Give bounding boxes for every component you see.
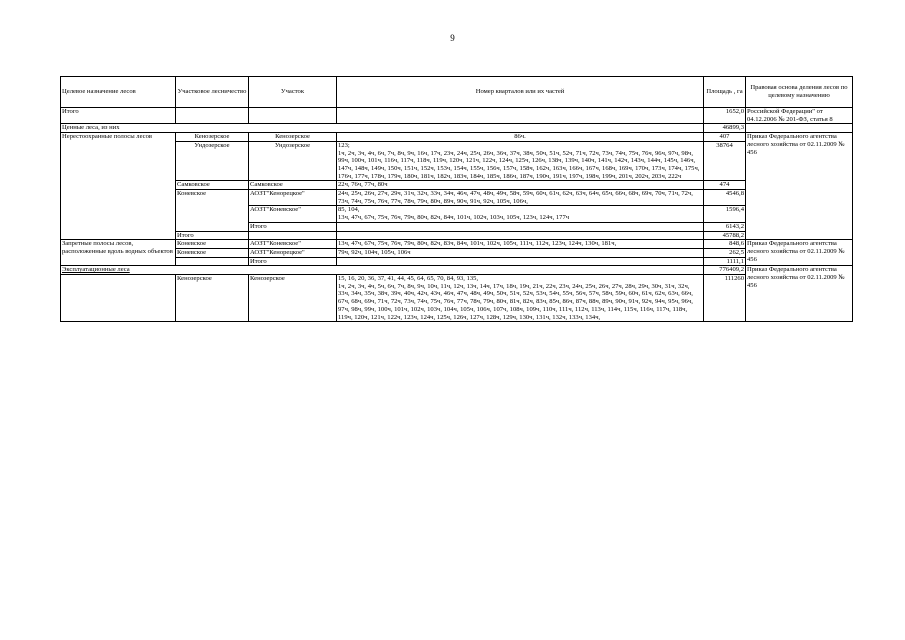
- cell-basis: Российской Федерации" от 04.12.2006 № 201-ФЗ, статья 8: [746, 108, 853, 124]
- table-header-row: [61, 77, 853, 108]
- cell-quarters: 13ч, 47ч, 67ч, 75ч, 76ч, 79ч, 80ч, 82ч, 83ч, 84ч, 101ч, 102ч, 105ч, 111ч, 112ч, 123ч, 124ч, 130ч, 181ч,: [337, 240, 704, 249]
- header-district: Участковое лесничество: [176, 77, 249, 108]
- cell-area: 407: [704, 133, 746, 142]
- cell-district: Ундозерское: [176, 141, 249, 181]
- table-row: [61, 124, 853, 133]
- cell-district: Коневское: [176, 190, 249, 232]
- header-site: Участок: [249, 77, 337, 108]
- cell-site: Ундозерское: [249, 141, 337, 181]
- cell-area: 45788,2: [704, 231, 746, 240]
- header-purpose: Целевое назначение лесов: [61, 77, 176, 108]
- cell-basis: Приказ Федерального агентства лесного хозяйства от 02.11.2009 № 456: [746, 240, 853, 266]
- table-row: [61, 275, 853, 322]
- table-row: [61, 108, 853, 124]
- header-area: Площадь , га: [704, 77, 746, 108]
- cell-district: Кенозерское: [176, 275, 249, 322]
- cell-basis: Приказ Федерального агентства лесного хозяйства от 02.11.2009 № 456: [746, 133, 853, 240]
- cell-area: 1652,0: [704, 108, 746, 124]
- cell-area: 1596,4: [704, 206, 746, 222]
- cell-site: АОЗТ"Коневское": [249, 240, 337, 249]
- table-row: [61, 181, 853, 190]
- cell-quarters: [337, 222, 704, 231]
- table-row: [61, 266, 853, 275]
- table-row: [61, 190, 853, 206]
- table-row: [61, 257, 853, 266]
- cell-district: Коневское: [176, 240, 249, 249]
- cell-area: 4546,8: [704, 190, 746, 206]
- cell-purpose: [61, 275, 176, 322]
- page-number: 9: [450, 33, 455, 43]
- cell-quarters: 15, 16, 20, 36, 37, 41, 44, 45, 64, 65, 70, 84, 93, 135, 1ч, 2ч, 3ч, 4ч, 5ч, 6ч, 7ч, 8ч, 9ч, 10ч, 11ч, 12ч, 13ч, 14ч, 17ч, 18ч, 19ч, 21ч, 22ч, 23ч, 24ч, 25ч, 26ч, 27ч, 28ч, 29ч, 30ч, 31ч, 32ч, 33ч, 34ч, 35ч, 38ч, 39ч, 40ч, 42ч, 43ч, 46ч, 47ч, 48ч, 49ч, 50ч, 51ч, 52ч, 53ч, 54ч, 55ч, 56ч, 57ч, 58ч, 59ч, 60ч, 61ч, 62ч, 63ч, 66ч, 67ч, 68ч, 69ч, 71ч, 72ч, 73ч, 74ч, 75ч, 76ч, 77ч, 78ч, 79ч, 80ч, 81ч, 82ч, 83ч, 85ч, 86ч, 87ч, 88ч, 89ч, 90ч, 91ч, 92ч, 94ч, 95ч, 96ч, 97ч, 98ч, 99ч, 100ч, 101ч, 102ч, 103ч, 104ч, 105ч, 106ч, 107ч, 108ч, 109ч, 110ч, 111ч, 112ч, 113ч, 114ч, 115ч, 116ч, 117ч, 118ч, 119ч, 120ч, 121ч, 122ч, 123ч, 124ч, 125ч, 126ч, 127ч, 128ч, 129ч, 130ч, 131ч, 132ч, 133ч, 134ч,: [337, 275, 704, 322]
- cell-quarters: [337, 257, 704, 266]
- cell-district: Самковское: [176, 181, 249, 190]
- cell-quarters: [337, 108, 704, 124]
- table-row: [61, 133, 853, 142]
- cell-district: [176, 108, 249, 124]
- cell-quarters: 22ч, 76ч, 77ч, 80ч: [337, 181, 704, 190]
- cell-purpose: Запретные полосы лесов, расположенные вдоль водных объектов: [61, 240, 176, 266]
- cell-district: Кенозерское: [176, 133, 249, 142]
- table-row: [61, 231, 853, 240]
- cell-district: [176, 257, 249, 266]
- table-row: [61, 141, 853, 181]
- cell-site: [249, 108, 337, 124]
- header-basis: Правовая основа деления лесов по целевому назначению: [746, 77, 853, 108]
- cell-site: Итого: [249, 257, 337, 266]
- cell-purpose: Нерестоохранные полосы лесов: [61, 133, 176, 240]
- cell-site: Кенозерское: [249, 275, 337, 322]
- cell-area: 776409,2: [704, 266, 746, 275]
- cell-quarters: 24ч, 25ч, 26ч, 27ч, 29ч, 31ч, 32ч, 33ч, 34ч, 46ч, 47ч, 48ч, 49ч, 58ч, 59ч, 60ч, 61ч, 62ч, 63ч, 64ч, 65ч, 66ч, 68ч, 69ч, 70ч, 71ч, 72ч, 73ч, 74ч, 75ч, 76ч, 77ч, 78ч, 79ч, 80ч, 89ч, 90ч, 91ч, 92ч, 105ч, 106ч,: [337, 190, 704, 206]
- table-row: [61, 240, 853, 249]
- cell-site: АОЗТ"Коневское": [249, 206, 337, 222]
- cell-district: Итого: [176, 231, 249, 240]
- cell-basis: Приказ Федерального агентства лесного хозяйства от 02.11.2009 № 456: [746, 266, 853, 322]
- cell-area: 1111,1: [704, 257, 746, 266]
- cell-site: АОЗТ"Кенорецкое": [249, 248, 337, 257]
- cell-area: 262,5: [704, 248, 746, 257]
- header-quarters: Номер кварталов или их частей: [337, 77, 704, 108]
- cell-area: 38764: [704, 141, 746, 181]
- cell-quarters: 86ч.: [337, 133, 704, 142]
- cell-quarters: [337, 231, 704, 240]
- cell-purpose: Итого: [61, 108, 176, 124]
- cell-district: Коневское: [176, 248, 249, 257]
- cell-area: 46899,3: [704, 124, 746, 133]
- table-row: [61, 248, 853, 257]
- cell-quarters: 79ч, 92ч, 104ч, 105ч, 106ч: [337, 248, 704, 257]
- cell-area: 6143,2: [704, 222, 746, 231]
- cell-quarters: 85, 104, 13ч, 47ч, 67ч, 75ч, 76ч, 79ч, 80ч, 82ч, 84ч, 101ч, 102ч, 103ч, 105ч, 123ч, 124ч, 177ч: [337, 206, 704, 222]
- forest-purpose-table: [60, 76, 853, 322]
- cell-site: Кенозерское: [249, 133, 337, 142]
- cell-area: 474: [704, 181, 746, 190]
- cell-area: 848,6: [704, 240, 746, 249]
- cell-purpose: Ценные леса, из них: [61, 124, 704, 133]
- cell-site: АОЗТ"Кенорецкое": [249, 190, 337, 206]
- cell-basis: [746, 124, 853, 133]
- cell-site: [249, 231, 337, 240]
- cell-site: Самковское: [249, 181, 337, 190]
- cell-quarters: 123; 1ч, 2ч, 3ч, 4ч, 6ч, 7ч, 8ч, 9ч, 16ч, 17ч, 23ч, 24ч, 25ч, 26ч, 36ч, 37ч, 38ч, 50ч, 51ч, 52ч, 71ч, 72ч, 73ч, 74ч, 75ч, 76ч, 96ч, 97ч, 98ч, 99ч, 100ч, 101ч, 116ч, 117ч, 118ч, 119ч, 120ч, 121ч, 122ч, 124ч, 125ч, 126ч, 138ч, 139ч, 140ч, 141ч, 142ч, 143ч, 144ч, 145ч, 146ч, 147ч, 148ч, 149ч, 150ч, 151ч, 152ч, 153ч, 154ч, 155ч, 156ч, 157ч, 158ч, 162ч, 163ч, 166ч, 167ч, 168ч, 169ч, 170ч, 173ч, 174ч, 175ч, 176ч, 177ч, 178ч, 179ч, 180ч, 181ч, 182ч, 183ч, 184ч, 185ч, 186ч, 187ч, 190ч, 191ч, 197ч, 198ч, 199ч, 201ч, 202ч, 203ч, 222ч: [337, 141, 704, 181]
- cell-area: 111260: [704, 275, 746, 322]
- cell-purpose: Эксплуатационные леса: [61, 266, 704, 275]
- cell-site: Итого: [249, 222, 337, 231]
